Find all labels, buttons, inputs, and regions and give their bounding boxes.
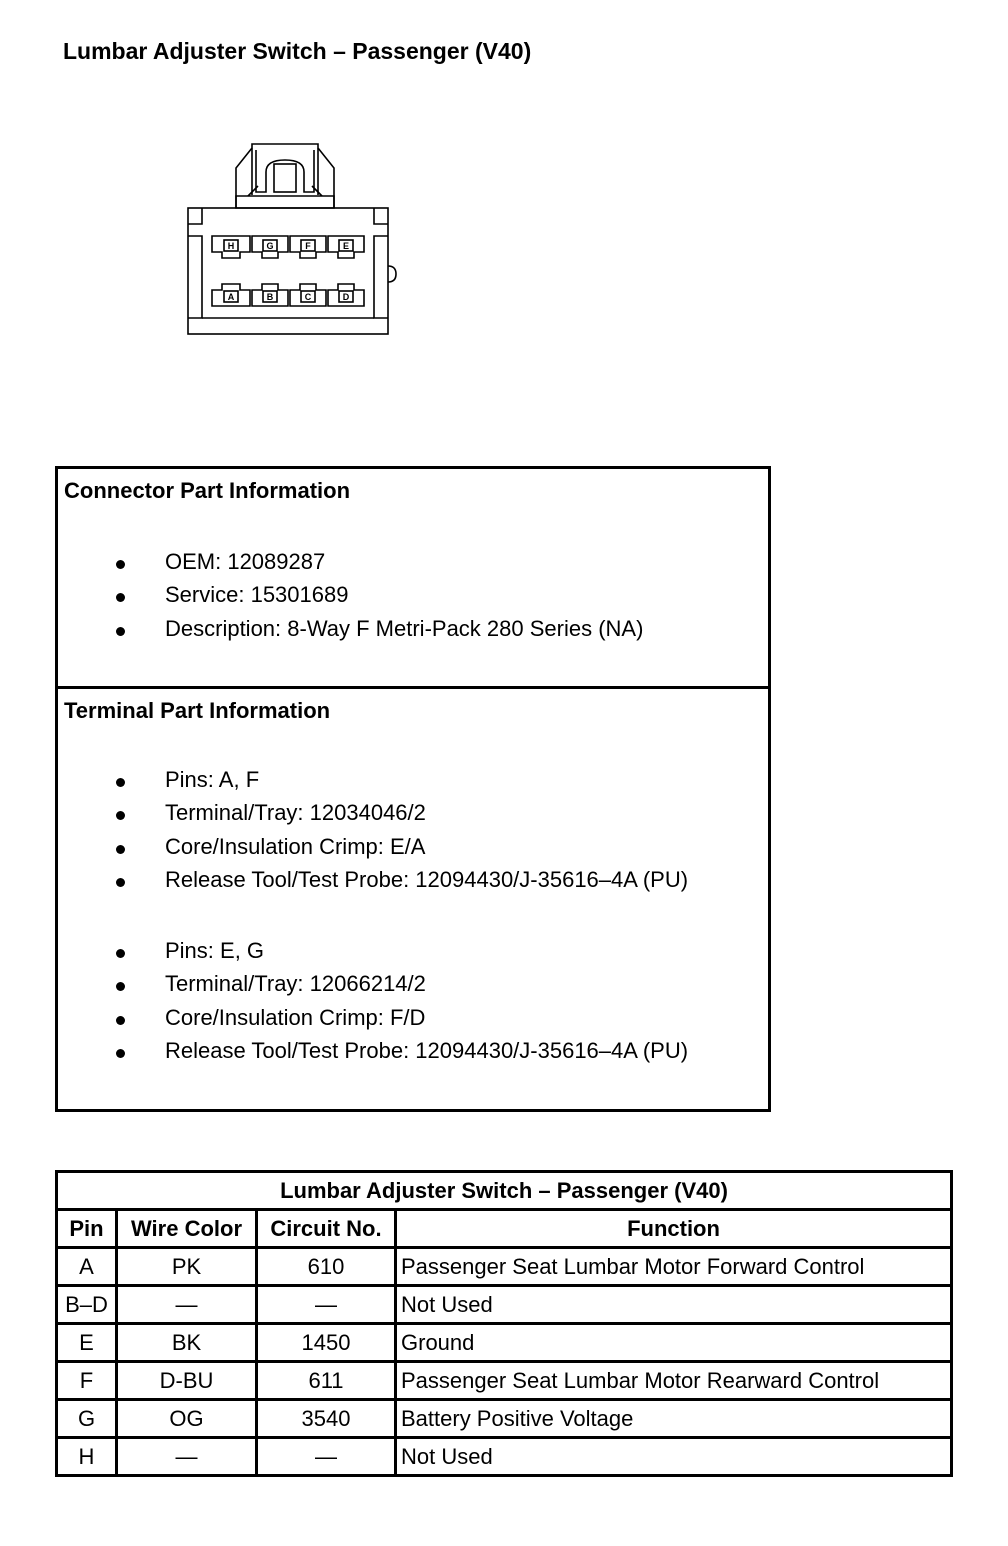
list-item-text: Core/Insulation Crimp: E/A [165,833,426,859]
list-item-text: Release Tool/Test Probe: 12094430/J-35616–4A (PU) [165,866,689,892]
list-item-text: Core/Insulation Crimp: F/D [165,1004,426,1030]
bottom-row-cavities [212,284,364,306]
pin-label-f: F [305,241,311,251]
circuit-cell: 1450 [257,1324,396,1362]
pin-label-h: H [227,241,235,251]
table-row [57,1324,952,1362]
pin-cell: E [57,1324,117,1362]
function-cell: Not Used [396,1438,952,1476]
top-row-cavities [212,236,364,258]
bullet-icon [116,560,125,569]
table-row [57,1362,952,1400]
bullet-icon [116,593,125,602]
wire-color-cell: PK [117,1248,257,1286]
list-item-text: Release Tool/Test Probe: 12094430/J-35616–4A (PU) [165,1037,689,1063]
function-cell: Passenger Seat Lumbar Motor Forward Control [396,1248,952,1286]
table-row [57,1248,952,1286]
bullet-icon [116,1016,125,1025]
circuit-cell: 610 [257,1248,396,1286]
part-information-box [55,466,771,1112]
function-cell: Passenger Seat Lumbar Motor Rearward Control [396,1362,952,1400]
connector-part-info-heading: Connector Part Information [64,478,351,503]
pin-function-table [55,1170,953,1477]
pin-label-c: C [304,292,312,302]
connector-housing [188,208,396,334]
circuit-cell: — [257,1438,396,1476]
circuit-cell: 611 [257,1362,396,1400]
function-cell: Not Used [396,1286,952,1324]
bullet-icon [116,949,125,958]
list-item-text: Pins: E, G [165,938,265,963]
function-cell: Battery Positive Voltage [396,1400,952,1438]
list-item-text: Terminal/Tray: 12034046/2 [165,800,426,826]
table-title-row [57,1172,952,1210]
connector-latch [236,144,334,208]
pin-cell: G [57,1400,117,1438]
pin-label-d: D [342,292,350,302]
wire-color-cell: OG [117,1400,257,1438]
function-cell: Ground [396,1324,952,1362]
pin-label-e: E [342,241,350,251]
pin-label-b: B [266,292,274,302]
pin-cell: F [57,1362,117,1400]
list-item-text: Terminal/Tray: 12066214/2 [165,971,426,997]
column-header-circuit-no: Circuit No. [257,1210,396,1248]
list-item-text: OEM: 12089287 [165,549,326,574]
wire-color-cell: — [117,1438,257,1476]
connector-face-diagram [0,0,420,350]
terminal-part-info-section [58,686,768,1109]
circuit-cell: 3540 [257,1400,396,1438]
bullet-icon [116,778,125,787]
bullet-icon [116,982,125,991]
wire-color-cell: D-BU [117,1362,257,1400]
pin-cell: H [57,1438,117,1476]
circuit-cell: — [257,1286,396,1324]
pin-cell: A [57,1248,117,1286]
page-title: Lumbar Adjuster Switch – Passenger (V40) [63,38,532,64]
wire-color-cell: — [117,1286,257,1324]
column-header-pin: Pin [57,1210,117,1248]
table-header-row [57,1210,952,1248]
pin-label-g: G [266,241,274,251]
bullet-icon [116,627,125,636]
column-header-wire-color: Wire Color [117,1210,257,1248]
connector-part-info-section [58,469,768,686]
bullet-icon [116,845,125,854]
list-item-text: Pins: A, F [165,767,260,792]
pin-label-a: A [227,292,235,302]
table-row [57,1400,952,1438]
table-row [57,1286,952,1324]
terminal-part-info-heading: Terminal Part Information [64,698,331,723]
wire-color-cell: BK [117,1324,257,1362]
table-row [57,1438,952,1476]
pin-cell: B–D [57,1286,117,1324]
bullet-icon [116,878,125,887]
bullet-icon [116,1049,125,1058]
list-item-text: Service: 15301689 [165,582,349,608]
column-header-function: Function [396,1210,952,1248]
bullet-icon [116,811,125,820]
list-item-text: Description: 8-Way F Metri-Pack 280 Series (NA) [165,615,644,641]
table-title: Lumbar Adjuster Switch – Passenger (V40) [57,1172,952,1210]
